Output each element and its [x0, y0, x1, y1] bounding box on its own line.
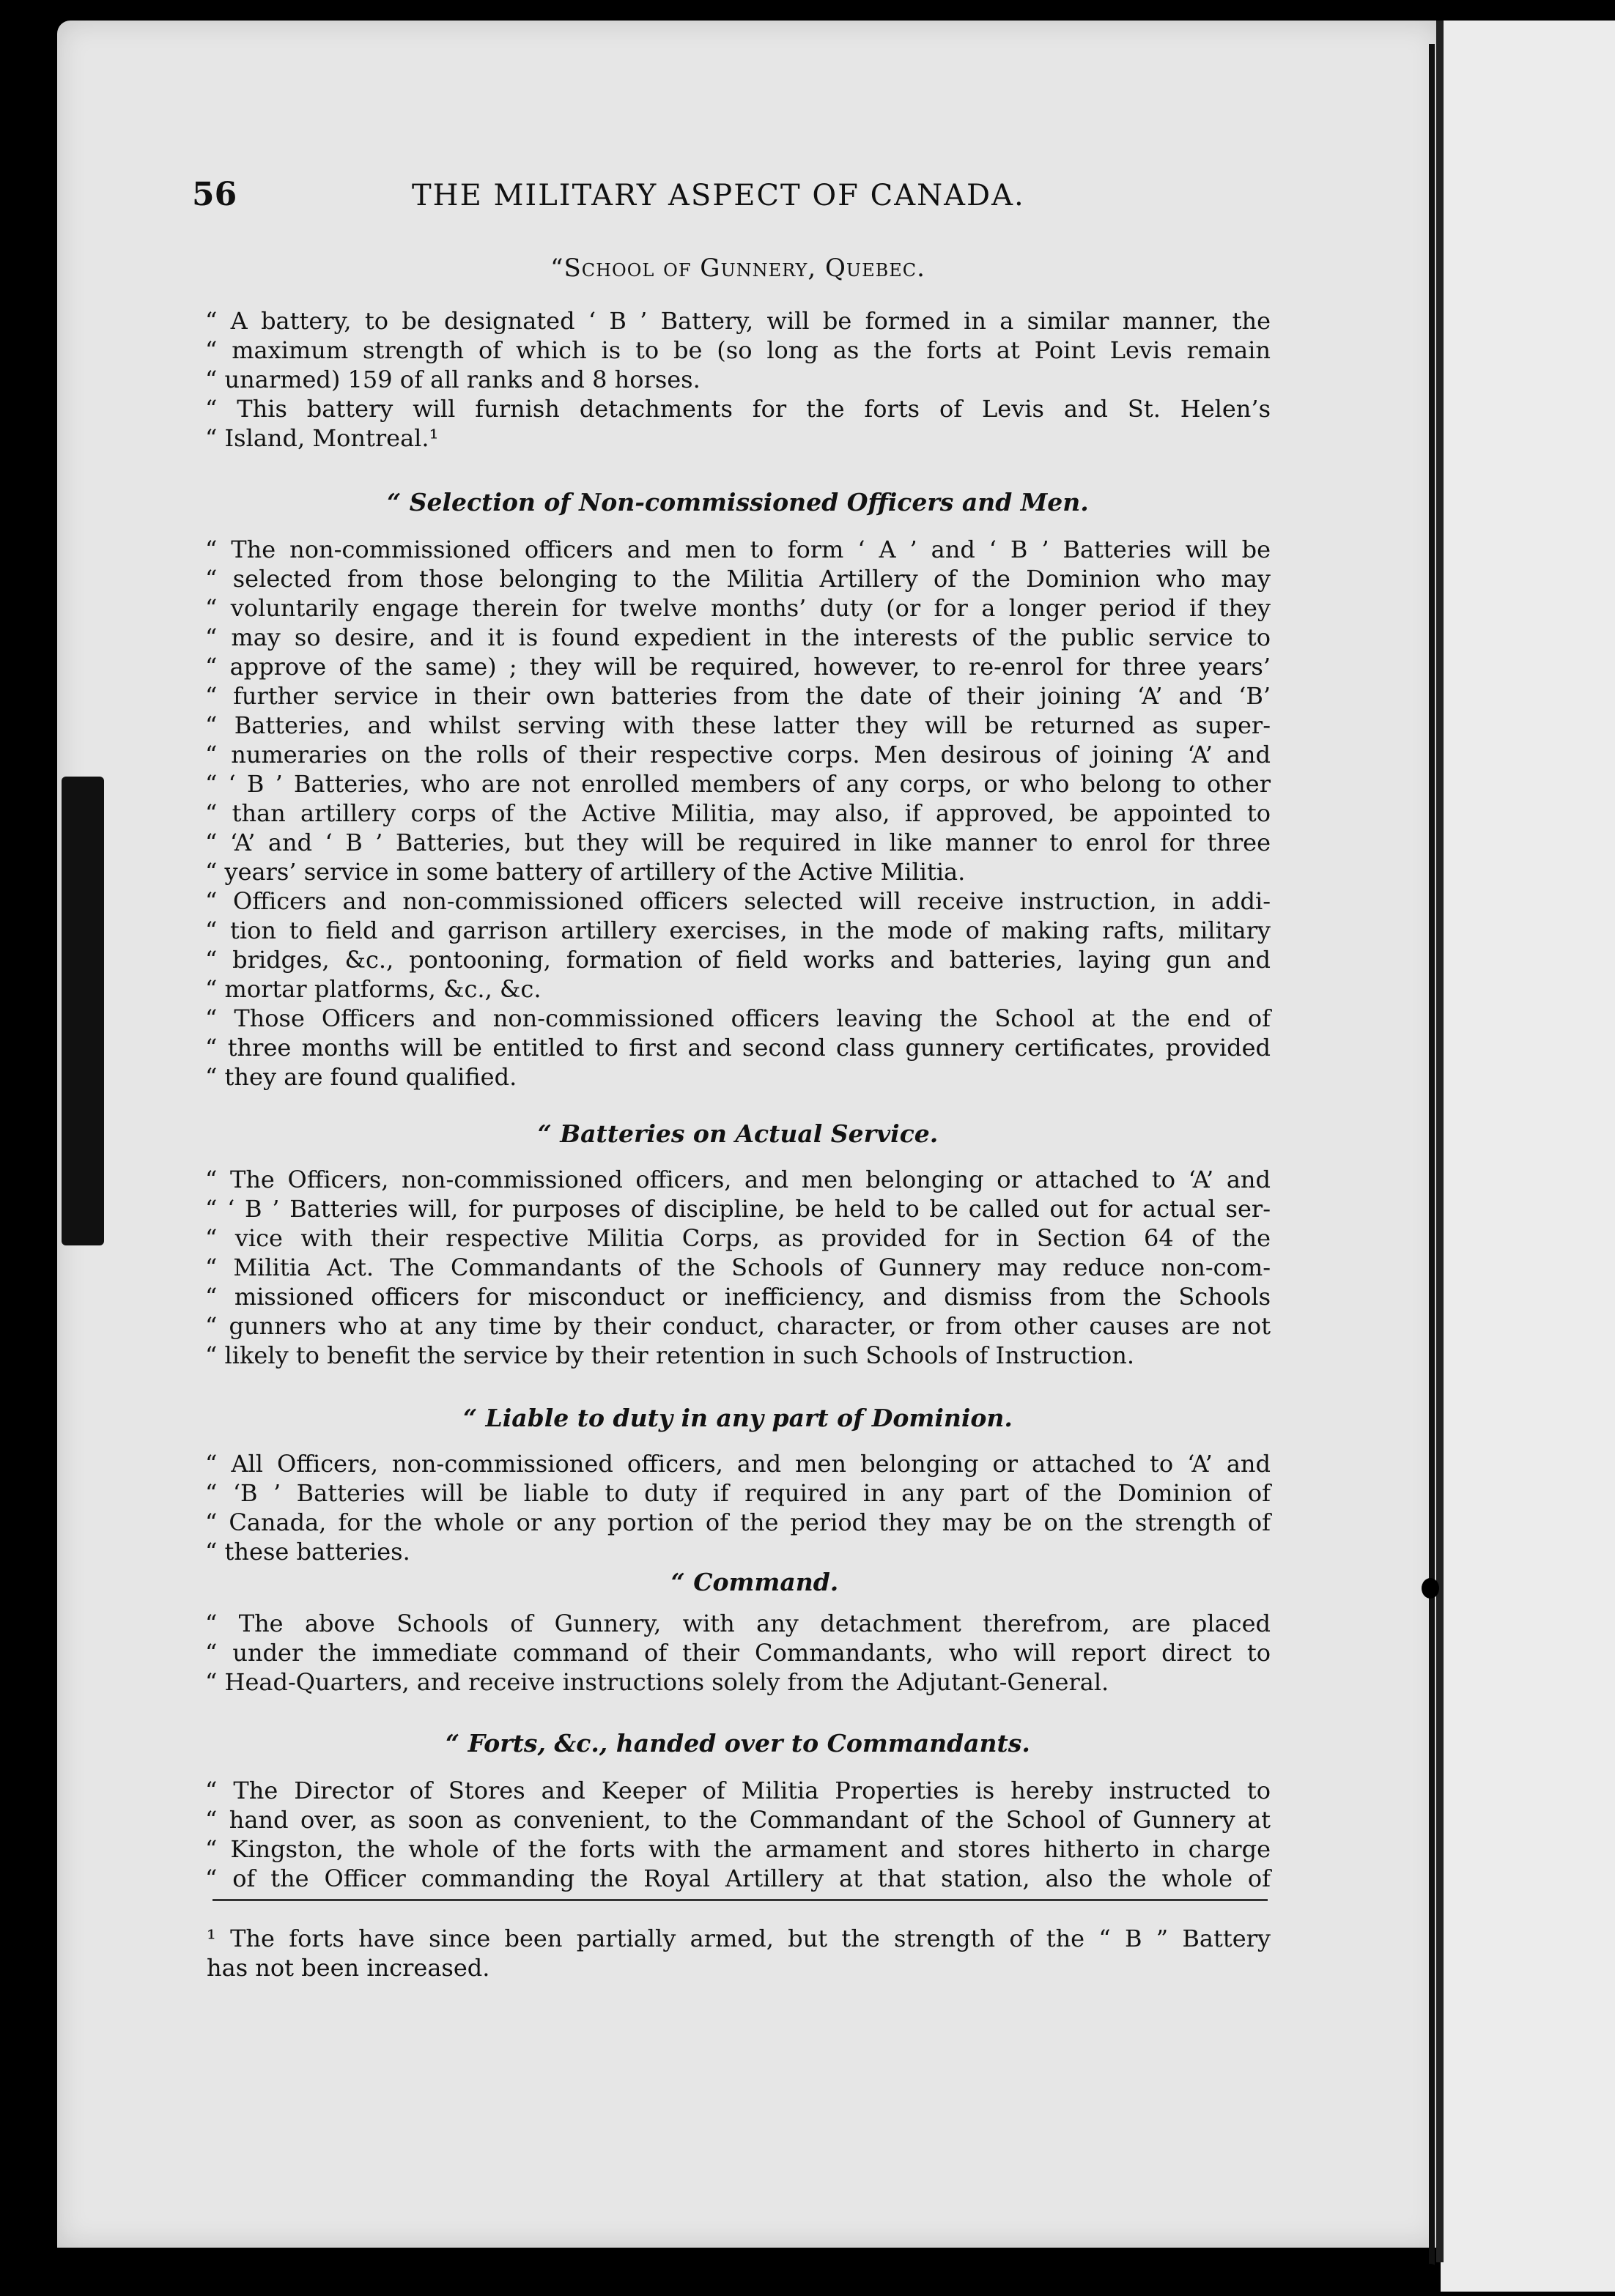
- text-line: “ unarmed) 159 of all ranks and 8 horses.: [205, 366, 701, 393]
- text-line: “ likely to benefit the service by their retention in such Schools of Instruction.: [205, 1341, 1134, 1369]
- section-body: [205, 1609, 1271, 1697]
- text-line: “ The non-commissioned officers and men to form ‘ A ’ and ‘ B ’ Batteries will be: [205, 536, 1271, 563]
- section-heading: “School of Gunnery, Quebec.: [550, 253, 925, 283]
- text-line: “ Officers and non-commissioned officers selected will receive instruction, in addi-: [205, 887, 1271, 915]
- text-line: “ gunners who at any time by their conduct, character, or from other causes are not: [205, 1312, 1271, 1340]
- text-line: “ voluntarily engage therein for twelve months’ duty (or for a longer period if they: [205, 594, 1271, 622]
- text-line: “ All Officers, non-commissioned officers, and men belonging or attached to ‘A’ and: [205, 1450, 1271, 1478]
- facing-page-edge: [1441, 21, 1615, 2292]
- text-line: “ missioned officers for misconduct or inefficiency, and dismiss from the Schools: [205, 1283, 1271, 1311]
- page-number: 56: [192, 176, 237, 213]
- text-line: “ mortar platforms, &c., &c.: [205, 975, 542, 1003]
- text-line: “ than artillery corps of the Active Militia, may also, if approved, be appointed to: [205, 799, 1271, 827]
- text-line: “ ‘A’ and ‘ B ’ Batteries, but they will be required in like manner to enrol for three: [205, 829, 1271, 856]
- binding-gutter: [1436, 21, 1444, 2262]
- section-heading: “ Liable to duty in any part of Dominion.: [463, 1404, 1013, 1432]
- text-line: “ Militia Act. The Commandants of the Schools of Gunnery may reduce non-com-: [205, 1253, 1271, 1281]
- text-line: “ The Director of Stores and Keeper of Militia Properties is hereby instructed to: [205, 1777, 1271, 1804]
- text-line: “ vice with their respective Militia Corps, as provided for in Section 64 of the: [205, 1224, 1271, 1252]
- text-line: “ further service in their own batteries from the date of their joining ‘A’ and ‘B’: [205, 682, 1271, 710]
- section-body: [205, 1449, 1271, 1566]
- text-line: “ hand over, as soon as convenient, to the Commandant of the School of Gunnery at: [205, 1806, 1271, 1834]
- text-line: “ Kingston, the whole of the forts with the armament and stores hitherto in charge: [205, 1835, 1271, 1863]
- text-line: “ The Officers, non-commissioned officers, and men belonging or attached to ‘A’ and: [205, 1166, 1271, 1193]
- section-body: [205, 306, 1271, 453]
- text-line: “ tion to field and garrison artillery exercises, in the mode of making rafts, military: [205, 916, 1271, 944]
- text-line: “ of the Officer commanding the Royal Artillery at that station, also the whole of: [205, 1864, 1271, 1892]
- section-body: [205, 1165, 1271, 1370]
- text-line: “ they are found qualified.: [205, 1063, 517, 1091]
- page-header: [192, 176, 1269, 220]
- section-body: [205, 535, 1271, 1092]
- text-line: “ selected from those belonging to the Militia Artillery of the Dominion who may: [205, 565, 1271, 593]
- text-line: “ A battery, to be designated ‘ B ’ Battery, will be formed in a similar manner, the: [205, 307, 1271, 335]
- section-body: [205, 1776, 1271, 1893]
- text-line: “ ‘ B ’ Batteries will, for purposes of discipline, be held to be called out for actual ser-: [205, 1195, 1271, 1223]
- section-heading: “ Batteries on Actual Service.: [537, 1119, 939, 1148]
- text-line: “ years’ service in some battery of artillery of the Active Militia.: [205, 858, 966, 886]
- footnote-line: ¹ The forts have since been partially armed, but the strength of the “ B ” Battery: [207, 1925, 1271, 1952]
- binding-spine: [1429, 44, 1435, 2271]
- text-line: “ bridges, &c., pontooning, formation of field works and batteries, laying gun and: [205, 946, 1271, 974]
- text-line: “ approve of the same) ; they will be required, however, to re-enrol for three years’: [205, 653, 1271, 681]
- section-heading: “ Command.: [670, 1568, 839, 1596]
- ink-blot: [1422, 1578, 1439, 1599]
- text-line: “ Those Officers and non-commissioned officers leaving the School at the end of: [205, 1004, 1271, 1032]
- text-line: “ ‘B ’ Batteries will be liable to duty if required in any part of the Dominion of: [205, 1479, 1271, 1507]
- text-line: “ This battery will furnish detachments for the forts of Levis and St. Helen’s: [205, 395, 1271, 423]
- section-heading: “ Selection of Non-commissioned Officers and Men.: [387, 488, 1089, 516]
- footnote-rule: [212, 1899, 1268, 1901]
- text-line: “ Head-Quarters, and receive instructions solely from the Adjutant-General.: [205, 1668, 1109, 1696]
- running-head: THE MILITARY ASPECT OF CANADA.: [412, 179, 1025, 212]
- text-line: “ Batteries, and whilst serving with these latter they will be returned as super-: [205, 711, 1271, 739]
- text-line: “ Island, Montreal.¹: [205, 424, 439, 452]
- text-line: “ Canada, for the whole or any portion of the period they may be on the strength of: [205, 1508, 1271, 1536]
- text-line: “ numeraries on the rolls of their respective corps. Men desirous of joining ‘A’ and: [205, 741, 1271, 769]
- footnote-line: has not been increased.: [207, 1954, 490, 1982]
- text-line: “ may so desire, and it is found expedient in the interests of the public service to: [205, 623, 1271, 651]
- text-line: “ under the immediate command of their Commandants, who will report direct to: [205, 1639, 1271, 1667]
- text-line: “ these batteries.: [205, 1538, 410, 1566]
- text-line: “ three months will be entitled to first and second class gunnery certificates, provided: [205, 1034, 1271, 1062]
- text-line: “ ‘ B ’ Batteries, who are not enrolled members of any corps, or who belong to other: [205, 770, 1271, 798]
- text-line: “ maximum strength of which is to be (so long as the forts at Point Levis remain: [205, 336, 1271, 364]
- ink-blot: [1422, 2264, 1439, 2284]
- section-heading: “ Forts, &c., handed over to Commandants.: [446, 1729, 1030, 1758]
- text-line: “ The above Schools of Gunnery, with any detachment therefrom, are placed: [205, 1610, 1271, 1637]
- footnote: [207, 1924, 1271, 1982]
- page-clip: [62, 777, 104, 1245]
